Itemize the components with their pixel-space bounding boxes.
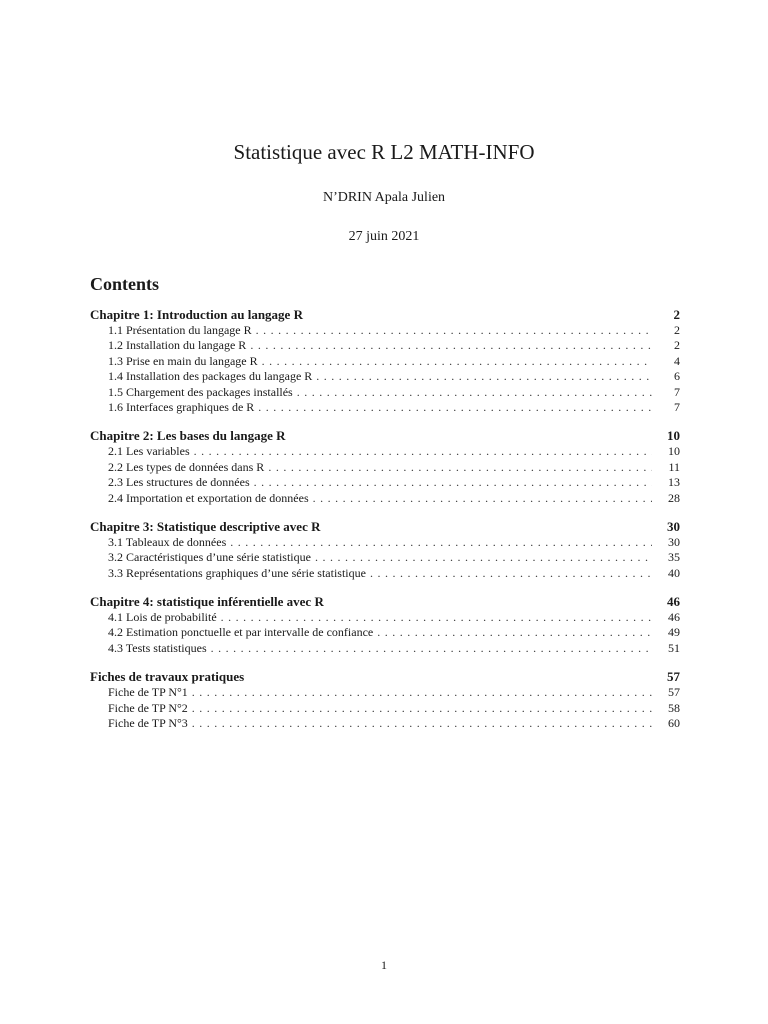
toc-chapter-page: 10 — [667, 428, 680, 444]
page-number: 1 — [381, 958, 387, 972]
toc-entry-page: 6 — [674, 369, 680, 384]
toc-entry[interactable] — [90, 400, 680, 415]
toc-chapter — [90, 669, 680, 731]
document-date: 27 juin 2021 — [348, 229, 420, 244]
toc-chapter-page: 30 — [667, 518, 680, 534]
toc-entry-page: 35 — [668, 550, 680, 565]
toc-chapter-title: Chapitre 1: Introduction au langage R — [90, 307, 303, 322]
toc-entry-page: 58 — [668, 700, 680, 715]
toc-entry[interactable] — [90, 701, 680, 716]
toc-chapter-title: Fiches de travaux pratiques — [90, 669, 245, 685]
toc-entry-page: 11 — [668, 459, 680, 474]
toc-entry[interactable] — [90, 550, 680, 565]
toc-entry-title: 2.3 Les structures de données — [108, 475, 250, 490]
toc-chapter-heading[interactable] — [90, 307, 680, 323]
toc-entry-page: 4 — [674, 353, 680, 368]
toc-entry-title: 2.2 Les types de données dans R — [108, 459, 265, 474]
toc-entry-title: 3.2 Caractéristiques d’une série statistique — [108, 550, 311, 565]
toc-chapter — [90, 519, 680, 581]
toc-chapter-page: 2 — [673, 307, 680, 322]
contents-heading: Contents — [90, 274, 160, 294]
toc-entry-page: 60 — [668, 716, 680, 731]
toc-entry-page: 13 — [668, 475, 680, 490]
toc-entry[interactable] — [90, 338, 680, 353]
table-of-contents — [90, 307, 680, 744]
toc-leader-dots — [192, 701, 652, 716]
toc-entry-title: 1.2 Installation du langage R — [108, 338, 247, 353]
toc-leader-dots — [316, 369, 652, 384]
toc-entry[interactable] — [90, 625, 680, 640]
toc-chapter — [90, 307, 680, 415]
toc-entry-title: Fiche de TP N°1 — [108, 685, 188, 700]
toc-leader-dots — [192, 685, 652, 700]
toc-leader-dots — [254, 475, 652, 490]
toc-chapter-title: Chapitre 3: Statistique descriptive avec R — [90, 518, 321, 534]
toc-entry-title: 1.5 Chargement des packages installés — [108, 384, 293, 399]
toc-chapter-title: Chapitre 4: statistique inférentielle avec R — [90, 594, 324, 610]
toc-entry-page: 10 — [668, 444, 680, 459]
toc-leader-dots — [258, 400, 652, 415]
toc-entry-title: Fiche de TP N°3 — [108, 716, 188, 731]
toc-entry[interactable] — [90, 475, 680, 490]
toc-entry-title: 2.4 Importation et exportation de données — [108, 490, 309, 505]
toc-entry[interactable] — [90, 460, 680, 475]
toc-entry-page: 30 — [668, 534, 680, 549]
toc-chapter-heading[interactable] — [90, 519, 680, 535]
toc-leader-dots — [256, 323, 652, 338]
toc-chapter-heading[interactable] — [90, 594, 680, 610]
toc-entry-page: 40 — [668, 565, 680, 580]
toc-chapter — [90, 428, 680, 506]
toc-entry[interactable] — [90, 354, 680, 369]
toc-entry-page: 51 — [668, 640, 680, 655]
toc-entry-page: 7 — [674, 399, 680, 414]
toc-leader-dots — [194, 444, 652, 459]
toc-entry-page: 57 — [668, 685, 680, 700]
toc-entry[interactable] — [90, 641, 680, 656]
toc-leader-dots — [268, 460, 652, 475]
toc-entry-page: 2 — [674, 338, 680, 353]
toc-leader-dots — [250, 338, 652, 353]
toc-chapter-page: 46 — [667, 594, 680, 610]
toc-leader-dots — [230, 535, 652, 550]
toc-entry[interactable] — [90, 444, 680, 459]
toc-entry-title: 1.3 Prise en main du langage R — [108, 353, 258, 368]
toc-entry[interactable] — [90, 610, 680, 625]
toc-entry[interactable] — [90, 385, 680, 400]
toc-entry[interactable] — [90, 323, 680, 338]
toc-chapter-heading[interactable] — [90, 669, 680, 685]
toc-entry[interactable] — [90, 535, 680, 550]
toc-leader-dots — [262, 354, 652, 369]
toc-leader-dots — [315, 550, 652, 565]
toc-leader-dots — [211, 641, 652, 656]
toc-leader-dots — [370, 566, 652, 581]
toc-entry-title: 1.4 Installation des packages du langage R — [108, 369, 313, 384]
toc-leader-dots — [221, 610, 652, 625]
toc-entry-title: 2.1 Les variables — [108, 444, 190, 459]
document-title: Statistique avec R L2 MATH-INFO — [233, 140, 535, 164]
toc-entry[interactable] — [90, 716, 680, 731]
toc-entry-title: 4.1 Lois de probabilité — [108, 610, 217, 625]
toc-entry-title: 1.6 Interfaces graphiques de R — [108, 399, 255, 414]
toc-leader-dots — [297, 385, 652, 400]
toc-chapter-page: 57 — [667, 669, 680, 685]
toc-leader-dots — [192, 716, 652, 731]
toc-entry-title: Fiche de TP N°2 — [108, 700, 188, 715]
toc-entry[interactable] — [90, 566, 680, 581]
toc-entry-page: 7 — [674, 384, 680, 399]
toc-chapter — [90, 594, 680, 656]
toc-chapter-title: Chapitre 2: Les bases du langage R — [90, 428, 286, 444]
document-author: N’DRIN Apala Julien — [322, 190, 446, 205]
toc-entry[interactable] — [90, 491, 680, 506]
toc-entry-title: 4.3 Tests statistiques — [108, 640, 207, 655]
toc-entry-page: 46 — [668, 610, 680, 625]
toc-entry-title: 1.1 Présentation du langage R — [108, 323, 252, 337]
toc-entry-page: 2 — [674, 323, 680, 337]
toc-entry-title: 4.2 Estimation ponctuelle et par intervalle de confiance — [108, 625, 374, 640]
toc-entry-title: 3.1 Tableaux de données — [108, 534, 227, 549]
toc-entry[interactable] — [90, 685, 680, 700]
toc-chapter-heading[interactable] — [90, 428, 680, 444]
toc-entry[interactable] — [90, 369, 680, 384]
toc-entry-title: 3.3 Représentations graphiques d’une série statistique — [108, 565, 366, 580]
toc-leader-dots — [377, 625, 652, 640]
toc-entry-page: 28 — [668, 490, 680, 505]
toc-entry-page: 49 — [668, 625, 680, 640]
toc-leader-dots — [313, 491, 652, 506]
